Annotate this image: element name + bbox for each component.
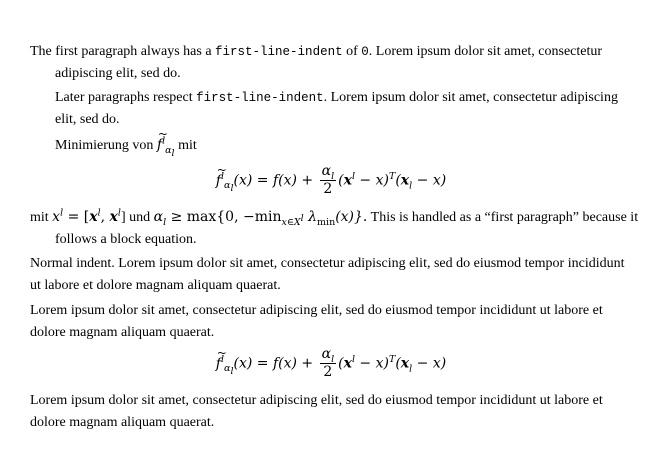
block-equation-1 — [0, 163, 662, 198]
eq1-transpose: T — [388, 170, 396, 182]
p4-x1-sup: l — [60, 207, 64, 219]
p3-f-sup: l — [162, 135, 166, 147]
paragraph-normal-indent — [30, 253, 636, 297]
p6-text: Lorem ipsum dolor sit amet, consectetur adipiscing elit, sed do eiusmod tempor incididunt ut labore et dolore magnam aliquam quaerat. — [30, 303, 603, 340]
p4-x2: x — [89, 209, 98, 225]
eq1-num-sub: l — [331, 170, 335, 182]
p3-f-subsub: l — [171, 147, 175, 159]
p2-text-a: Later paragraphs respect — [55, 90, 197, 105]
eq2-f-sup: l — [220, 353, 225, 365]
p4-x1: x — [52, 209, 61, 225]
p4-inline-math-2 — [153, 209, 368, 228]
eq1-den: 2 — [323, 181, 333, 197]
eq2-end-open: ( — [395, 355, 401, 372]
p4-x3: x — [109, 209, 118, 225]
eq1-end-sub: l — [409, 180, 413, 192]
p4-mit: mit — [30, 210, 53, 225]
p1-text-c: . Lorem ipsum dolor sit amet, consectetur adipiscing elit, sed do. — [55, 44, 603, 81]
eq2-fraction — [320, 346, 337, 381]
eq2-mid-open: ( — [338, 355, 344, 372]
eq1-f-sup: l — [220, 170, 225, 182]
eq1-end-open: ( — [395, 172, 401, 189]
p3-text: Minimierung von — [55, 138, 154, 153]
eq2-mid-x: x — [343, 355, 352, 372]
eq1-arg: (x) = f(x) + — [233, 172, 314, 189]
p4-min-sub: x∈X — [281, 216, 301, 228]
eq1-mid-sup: l — [351, 170, 355, 182]
p2-text-b: . Lorem ipsum dolor sit amet, consectetur adipiscing elit, sed do. — [55, 90, 618, 127]
p4-min-sub-sup: l — [300, 212, 304, 224]
eq2-den: 2 — [323, 364, 333, 380]
eq2-end-sub: l — [409, 363, 413, 375]
eq2-f-subsub: l — [230, 366, 234, 378]
eq1-f: ~ f — [216, 170, 221, 192]
eq2-num: α — [321, 346, 332, 362]
paragraph-lorem-1 — [30, 300, 636, 344]
eq1-num: α — [321, 163, 332, 179]
p3-inline-math — [156, 135, 175, 159]
eq1-f-subsub: l — [230, 183, 234, 195]
p4-max: ≥ max{0, −min — [166, 209, 282, 225]
eq2-end-close: − x) — [412, 355, 447, 372]
paragraph-mit — [30, 206, 661, 251]
block-equation-2 — [0, 346, 662, 381]
p4-alpha: α — [153, 209, 164, 225]
p7-text: Lorem ipsum dolor sit amet, consectetur adipiscing elit, sed do eiusmod tempor incididunt ut labore et dolore magnam aliquam quaerat. — [30, 393, 603, 430]
paragraph-lorem-2 — [30, 390, 636, 434]
p1-text-b: of — [342, 44, 362, 59]
eq2-transpose: T — [388, 353, 396, 365]
eq1-end-close: − x) — [412, 172, 447, 189]
p5-text: Normal indent. Lorem ipsum dolor sit amet, consectetur adipiscing elit, sed do eiusmod tempor incididunt ut labore et dolore magnam aliquam quaerat. — [30, 256, 625, 293]
paragraph-first — [30, 41, 661, 85]
eq2-mid-sup: l — [351, 353, 355, 365]
paragraph-second — [55, 87, 636, 131]
p1-code-zero: 0 — [361, 45, 369, 59]
eq1-mid-close: − x) — [354, 172, 389, 189]
p4-eq: = [ — [63, 209, 90, 225]
p1-code: first-line-indent — [215, 45, 343, 59]
p3-f-sub: α — [165, 144, 172, 156]
p4-und: ] und — [120, 210, 154, 225]
p4-lambda-sub: min — [317, 216, 336, 228]
p4-lambda: λ — [303, 209, 318, 225]
eq1-fraction — [320, 163, 337, 198]
p4-alpha-sub: l — [163, 216, 167, 228]
eq2-mid-close: − x) — [354, 355, 389, 372]
p4-text-tail: This is handled as a “first paragraph” because it follows a block equation. — [55, 210, 639, 247]
p4-x3-sup: l — [117, 207, 121, 219]
p4-x2-sup: l — [97, 207, 101, 219]
p4-lambda-arg: (x)}. — [335, 209, 368, 225]
eq2-end-x: x — [400, 355, 410, 372]
p3-tail: mit — [178, 138, 197, 153]
eq2-arg: (x) = f(x) + — [233, 355, 314, 372]
eq2-f: ~ f — [216, 353, 221, 375]
eq2-f-sub: α — [224, 363, 231, 375]
p2-code: first-line-indent — [196, 91, 324, 105]
p4-inline-math — [52, 209, 121, 225]
p4-comma: , — [100, 209, 110, 225]
p3-f: ~ f — [157, 134, 162, 156]
eq2-num-sub: l — [331, 353, 335, 365]
eq1-mid-open: ( — [338, 172, 344, 189]
paragraph-minimierung — [55, 134, 636, 157]
eq1-end-x: x — [400, 172, 410, 189]
eq1-mid-x: x — [343, 172, 352, 189]
eq1-f-sub: α — [224, 180, 231, 192]
p1-text-a: The first paragraph always has a — [30, 44, 216, 59]
